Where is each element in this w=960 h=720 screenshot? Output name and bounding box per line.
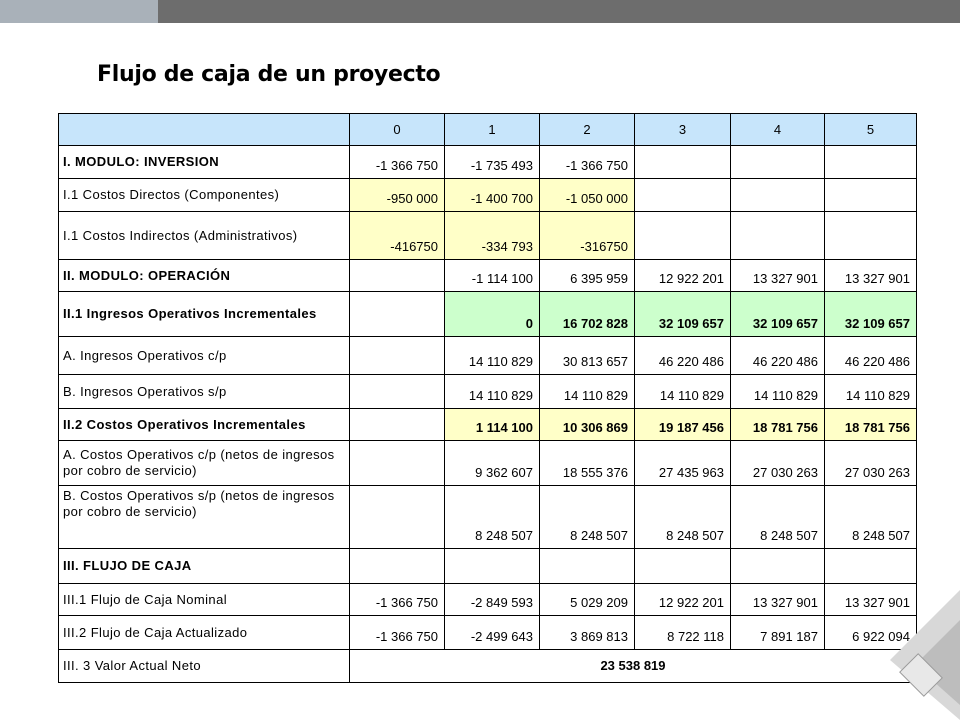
value-cell: -334 793	[445, 212, 540, 260]
value-cell: 46 220 486	[731, 337, 825, 375]
value-cell: 13 327 901	[731, 260, 825, 292]
value-cell: 8 248 507	[731, 486, 825, 549]
value-cell	[350, 375, 445, 409]
value-cell	[825, 179, 917, 212]
row-label: B. Costos Operativos s/p (netos de ingresos por cobro de servicio)	[59, 486, 350, 549]
value-cell	[731, 179, 825, 212]
row-label: I. MODULO: INVERSION	[59, 146, 350, 179]
value-cell: 32 109 657	[731, 292, 825, 337]
value-cell: 0	[445, 292, 540, 337]
value-cell: -1 050 000	[540, 179, 635, 212]
value-cell: 18 781 756	[731, 409, 825, 441]
header-cell: 2	[540, 114, 635, 146]
value-cell: 1 114 100	[445, 409, 540, 441]
value-cell: 10 306 869	[540, 409, 635, 441]
value-cell: 7 891 187	[731, 616, 825, 650]
value-cell: 8 248 507	[445, 486, 540, 549]
value-cell	[635, 146, 731, 179]
value-cell	[825, 549, 917, 584]
header-cell: 1	[445, 114, 540, 146]
table-row	[59, 486, 917, 549]
value-cell: 5 029 209	[540, 584, 635, 616]
value-cell: 14 110 829	[445, 337, 540, 375]
row-label: II.1 Ingresos Operativos Incrementales	[59, 292, 350, 337]
row-label: I.1 Costos Directos (Componentes)	[59, 179, 350, 212]
table-row	[59, 146, 917, 179]
value-cell: -416750	[350, 212, 445, 260]
header-cell: 0	[350, 114, 445, 146]
row-label: II. MODULO: OPERACIÓN	[59, 260, 350, 292]
row-label: III.2 Flujo de Caja Actualizado	[59, 616, 350, 650]
value-cell: 13 327 901	[825, 584, 917, 616]
value-cell: 46 220 486	[825, 337, 917, 375]
value-cell: 12 922 201	[635, 584, 731, 616]
value-cell: 13 327 901	[731, 584, 825, 616]
value-cell: -2 499 643	[445, 616, 540, 650]
value-cell: 14 110 829	[540, 375, 635, 409]
value-cell: 14 110 829	[825, 375, 917, 409]
slide-title: Flujo de caja de un proyecto	[97, 62, 441, 87]
header-cell	[59, 114, 350, 146]
value-cell: 6 922 094	[825, 616, 917, 650]
table-row	[59, 212, 917, 260]
corner-logo-icon	[870, 580, 960, 720]
table-row	[59, 375, 917, 409]
table-row	[59, 409, 917, 441]
value-cell: 19 187 456	[635, 409, 731, 441]
value-cell: 13 327 901	[825, 260, 917, 292]
row-label: B. Ingresos Operativos s/p	[59, 375, 350, 409]
value-cell	[350, 337, 445, 375]
value-cell	[350, 260, 445, 292]
value-cell: -950 000	[350, 179, 445, 212]
value-cell	[635, 179, 731, 212]
value-cell: 9 362 607	[445, 441, 540, 486]
row-label: A. Costos Operativos c/p (netos de ingresos por cobro de servicio)	[59, 441, 350, 486]
value-cell: 8 248 507	[825, 486, 917, 549]
header-row	[59, 114, 917, 146]
value-cell: -1 366 750	[350, 584, 445, 616]
value-cell: 16 702 828	[540, 292, 635, 337]
value-cell: -1 366 750	[540, 146, 635, 179]
table-row	[59, 260, 917, 292]
value-cell: 8 248 507	[540, 486, 635, 549]
value-cell	[350, 549, 445, 584]
value-cell: 27 030 263	[825, 441, 917, 486]
row-label: I.1 Costos Indirectos (Administrativos)	[59, 212, 350, 260]
value-cell: 27 030 263	[731, 441, 825, 486]
value-cell: -2 849 593	[445, 584, 540, 616]
value-cell: 14 110 829	[731, 375, 825, 409]
header-cell: 5	[825, 114, 917, 146]
table-row	[59, 549, 917, 584]
value-cell: -1 400 700	[445, 179, 540, 212]
value-cell: 14 110 829	[635, 375, 731, 409]
value-cell: 30 813 657	[540, 337, 635, 375]
value-cell	[445, 549, 540, 584]
value-cell	[350, 486, 445, 549]
value-cell: -1 366 750	[350, 146, 445, 179]
value-cell	[635, 212, 731, 260]
table-row	[59, 650, 917, 683]
table-row	[59, 337, 917, 375]
value-cell: -316750	[540, 212, 635, 260]
value-cell: -1 735 493	[445, 146, 540, 179]
top-banner-accent	[0, 0, 158, 23]
value-cell	[731, 549, 825, 584]
value-cell	[350, 409, 445, 441]
value-cell: 32 109 657	[825, 292, 917, 337]
value-cell: -1 366 750	[350, 616, 445, 650]
table-row	[59, 584, 917, 616]
value-cell	[350, 441, 445, 486]
value-cell: 8 722 118	[635, 616, 731, 650]
value-cell: 8 248 507	[635, 486, 731, 549]
value-cell	[350, 292, 445, 337]
value-cell	[635, 549, 731, 584]
row-label: III. 3 Valor Actual Neto	[59, 650, 350, 683]
table-row	[59, 441, 917, 486]
value-cell	[731, 146, 825, 179]
header-cell: 4	[731, 114, 825, 146]
table-row	[59, 179, 917, 212]
value-cell: 27 435 963	[635, 441, 731, 486]
value-cell: 32 109 657	[635, 292, 731, 337]
net-present-value: 23 538 819	[350, 650, 917, 683]
value-cell	[825, 212, 917, 260]
value-cell: 14 110 829	[445, 375, 540, 409]
value-cell: 18 555 376	[540, 441, 635, 486]
value-cell: -1 114 100	[445, 260, 540, 292]
row-label: A. Ingresos Operativos c/p	[59, 337, 350, 375]
value-cell: 46 220 486	[635, 337, 731, 375]
row-label: III.1 Flujo de Caja Nominal	[59, 584, 350, 616]
row-label: II.2 Costos Operativos Incrementales	[59, 409, 350, 441]
table-row	[59, 616, 917, 650]
value-cell: 3 869 813	[540, 616, 635, 650]
header-cell: 3	[635, 114, 731, 146]
value-cell: 18 781 756	[825, 409, 917, 441]
value-cell	[825, 146, 917, 179]
value-cell	[540, 549, 635, 584]
value-cell: 6 395 959	[540, 260, 635, 292]
row-label: III. FLUJO DE CAJA	[59, 549, 350, 584]
value-cell: 12 922 201	[635, 260, 731, 292]
table-row	[59, 292, 917, 337]
value-cell	[731, 212, 825, 260]
cash-flow-table	[58, 113, 917, 683]
